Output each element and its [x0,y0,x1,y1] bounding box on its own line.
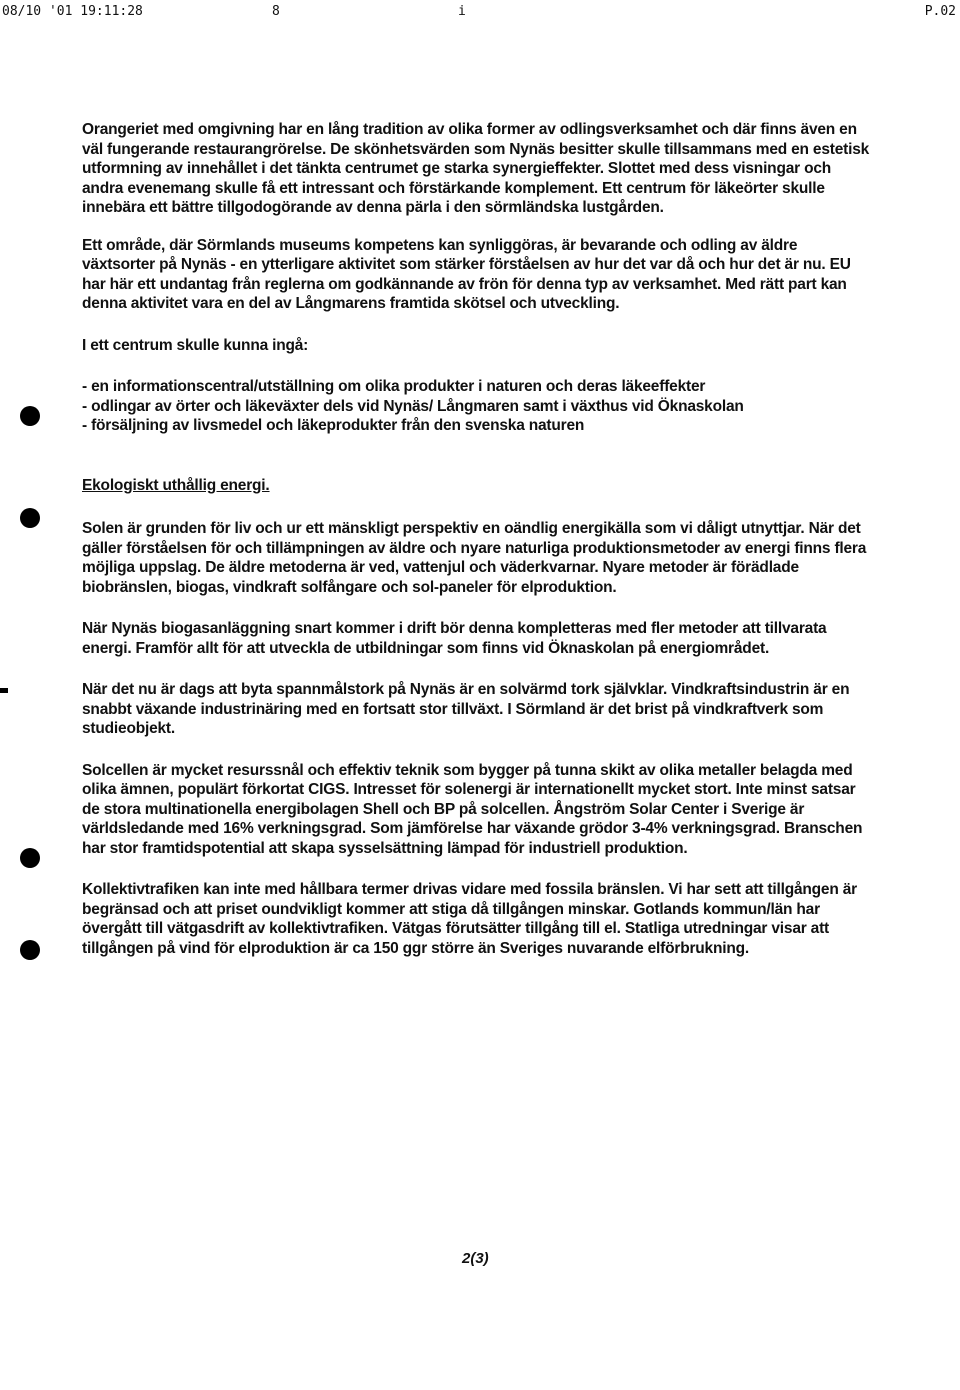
fax-datetime: 08/10 '01 19:11:28 [2,4,143,19]
punch-hole-mark [20,848,40,868]
paragraph-kollektivtrafik: Kollektivtrafiken kan inte med hållbara termer drivas vidare med fossila bränslen. Vi har sett att tillgången är begränsad och att priset oundvikligt kommer att stiga då tillgången minskar. Gotlands kommun/län har övergått till vätgasdrift av kollektivtrafiken. Vätgas förutsätter tillgång till el. Statliga utredningar visar att tillgången på vind för elproduktion är ca 150 ggr större än Sveriges nuvarande elförbrukning. [82,881,857,957]
punch-hole-mark [20,508,40,528]
list-intro: I ett centrum skulle kunna ingå: [82,336,309,354]
page-number: 2(3) [462,1250,489,1267]
document-body [82,120,872,980]
centrum-list [82,377,872,436]
fax-mark-2: i [458,4,466,19]
paragraph-orangeriet: Orangeriet med omgivning har en lång tradition av olika former av odlingsverksamhet och där finns även en väl fungerande restaurangrörelse. De skönhetsvärden som Nynäs besitter skulle tillsammans med en estetisk utformning av innehållet i det tänkta centrumet ge starka synergieffekter. Slottet med dess visningar och andra evenemang skulle få ett intressant och förstärkande komplement. Ett centrum för läkeörter skulle innebära ett bättre tillgodogörande av denna pärla i den sörmländska lustgården. [82,121,870,216]
paragraph-biogas: När Nynäs biogasanläggning snart kommer i drift bör denna kompletteras med fler metoder att tillvarata energi. Framför allt för att utveckla de utbildningar som finns vid Öknaskolan på energiområdet. [82,620,827,657]
fax-page-number: P.02 [924,4,956,19]
punch-hole-mark [20,940,40,960]
list-item: - odlingar av örter och läkeväxter dels vid Nynäs/ Långmaren samt i växthus vid Öknaskolan [82,397,744,415]
punch-hole-mark [20,406,40,426]
paragraph-sormlands-museum: Ett område, där Sörmlands museums kompetens kan synliggöras, är bevarande och odling av äldre växtsorter på Nynäs - en ytterligare aktivitet som stärker förståelsen av hur det var då och hur det är nu. EU har här ett undantag från reglerna om godkännande av frön för denna typ av verksamhet. Med rätt part kan denna aktivitet vara en del av Långmarens framtida skötsel och utveckling. [82,236,851,312]
paragraph-solcellen: Solcellen är mycket resurssnål och effektiv teknik som bygger på tunna skikt av olika metaller belagda med olika ämnen, populärt förkortat CIGS. Intresset för solenergi är internationellt mycket stort. Inte minst satsar de stora multinationella energibolagen Shell och BP på solcellen. Ångström Solar Center i Sverige är världsledande med 16% verkningsgrad. Som jämförelse har växande grödor 3-4% verkningsgrad. Branschen har stor framtidspotential att skapa sysselsättning lämpad för industriell produktion. [82,761,863,857]
fax-mark-1: 8 [272,4,280,19]
list-item: - försäljning av livsmedel och läkeprodukter från den svenska naturen [82,417,585,434]
fax-header [0,4,960,26]
paragraph-solen: Solen är grunden för liv och ur ett mänskligt perspektiv en oändlig energikälla som vi dåligt utnyttjar. När det gäller förståelsen för och tillämpningen av äldre och nyare naturliga produktionsmetoder av energi finns flera möjliga uppslag. De äldre metoderna är ved, vattenjul och väderkvarnar. Nyare metoder är förädlade biobränslen, biogas, vindkraft solfångare och sol-paneler för elproduktion. [82,520,867,596]
list-item: - en informationscentral/utställning om olika produkter i naturen och deras läkeeffekter [82,378,706,395]
paragraph-spannmalstork: När det nu är dags att byta spannmålstork på Nynäs är en solvärmd tork självklar. Vindkraftsindustrin är en snabbt växande industrinäring med en fortsatt stor tillväxt. I Sörmland är det brist på vindkraftverk som studieobjekt. [82,681,850,737]
section-heading-energy: Ekologiskt uthållig energi. [82,476,270,494]
scan-mark [0,688,8,693]
